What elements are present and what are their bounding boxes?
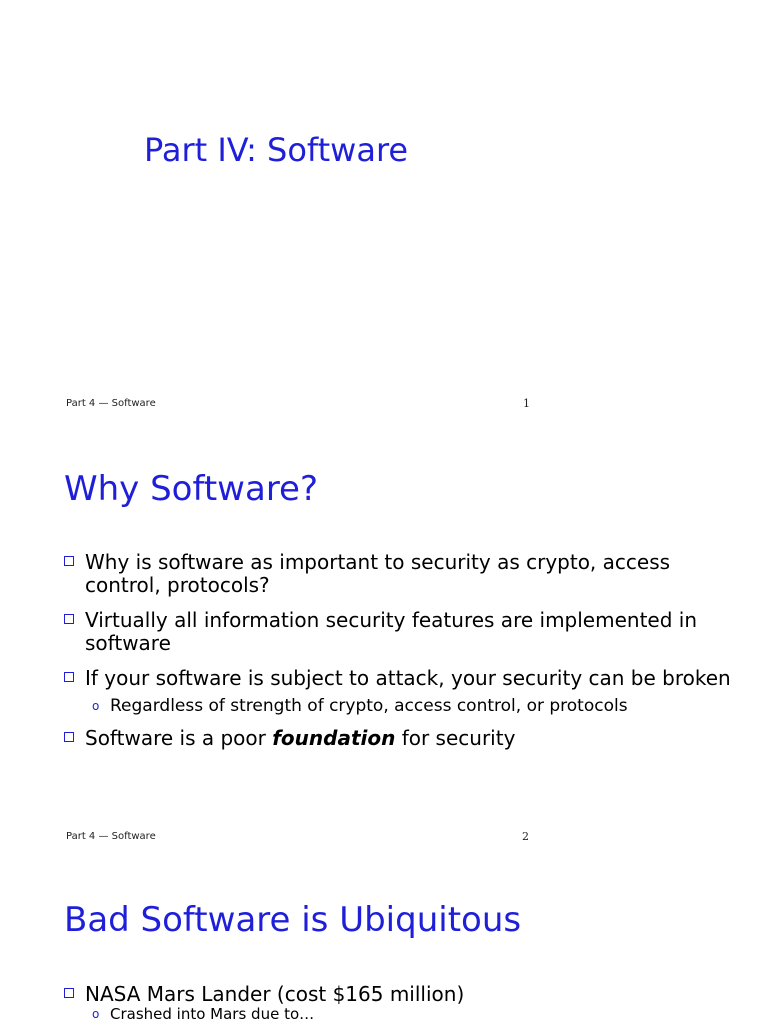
square-bullet-icon <box>64 556 74 566</box>
square-bullet-icon <box>64 672 74 682</box>
sub-bullet-text: Regardless of strength of crypto, access control, or protocols <box>110 696 628 716</box>
bullet-text: Why is software as important to security as crypto, access control, protocols? <box>85 550 671 597</box>
bullet-text: Virtually all information security features are implemented in software <box>85 608 698 655</box>
sub-bullet-item <box>62 696 742 717</box>
bullet-item <box>62 551 742 597</box>
slide-3-bullet-list <box>62 983 742 1024</box>
bullet-text: If your software is subject to attack, your security can be broken <box>85 666 731 690</box>
circle-bullet-icon: o <box>92 1007 100 1021</box>
bullet-text-before: Software is a poor <box>85 726 273 750</box>
slide-1-footer-label: Part 4 — Software <box>66 398 156 409</box>
slide-3-title: Bad Software is Ubiquitous <box>64 900 522 940</box>
square-bullet-icon <box>64 988 74 998</box>
slide-1-page-number: 1 <box>523 397 530 410</box>
bullet-item <box>62 727 742 750</box>
slide-2-footer-label: Part 4 — Software <box>66 831 156 842</box>
bullet-item <box>62 667 742 690</box>
bullet-item <box>62 609 742 655</box>
bullet-emphasis: foundation <box>272 726 396 750</box>
bullet-item <box>62 983 742 1006</box>
slide-2-bullet-list <box>62 551 742 762</box>
square-bullet-icon <box>64 614 74 624</box>
bullet-text: NASA Mars Lander (cost $165 million) <box>85 982 465 1006</box>
bullet-text-after: for security <box>395 726 516 750</box>
slide-2-title: Why Software? <box>64 469 319 509</box>
slide-1-title: Part IV: Software <box>144 131 409 169</box>
slide-2-page-number: 2 <box>522 830 529 843</box>
circle-bullet-icon: o <box>92 699 100 713</box>
sub-bullet-text: Crashed into Mars due to… <box>110 1005 315 1023</box>
sub-bullet-item <box>62 1005 742 1023</box>
square-bullet-icon <box>64 732 74 742</box>
